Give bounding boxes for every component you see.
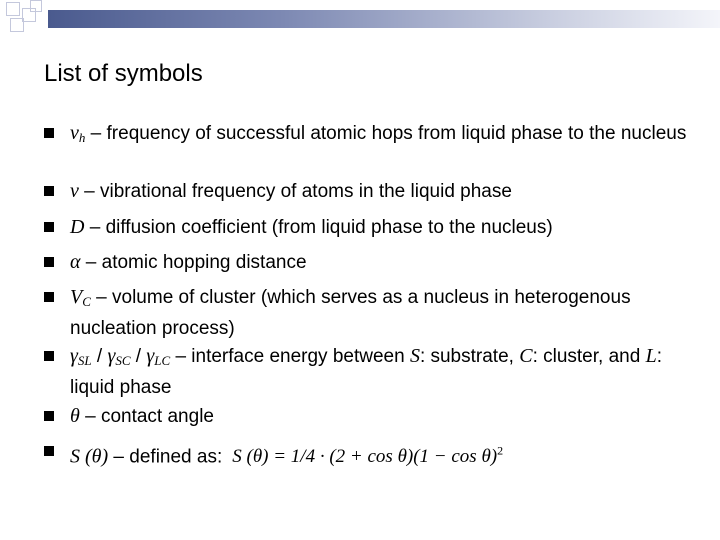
decor-square [6,2,20,16]
symbol-subscript: h [78,130,86,145]
list-item [44,214,694,241]
list-item [44,343,694,401]
formula [232,446,503,467]
decor-square [10,18,24,32]
list-item [44,438,694,470]
square-bullet-icon [44,257,54,267]
list-item [44,120,694,151]
page-title: List of symbols [44,60,203,87]
header-decoration [0,0,720,40]
list-item [44,178,694,205]
item-description: – vibrational frequency of atoms in the liquid phase [78,181,512,202]
item-description: : substrate, [419,346,520,367]
item-description: – interface energy between [170,346,410,367]
square-bullet-icon [44,292,54,302]
symbol-nu: ν [70,180,79,202]
item-description: – atomic hopping distance [80,252,307,273]
list-item [44,284,694,342]
symbol-l: L [645,345,657,367]
item-description: : liquid phase [70,346,662,398]
item-description: – diffusion coefficient (from liquid phase to the nucleus) [84,217,553,238]
square-bullet-icon [44,186,54,196]
item-description: – contact angle [79,406,214,427]
separator: / [91,346,108,367]
symbol-c: C [519,345,533,367]
symbol-s-theta: S (θ) [70,445,109,468]
symbol-gamma: γ [146,345,155,367]
square-bullet-icon [44,446,54,456]
item-description: – frequency of successful atomic hops from liquid phase to the nucleus [85,123,687,144]
formula-expression: S (θ) = 1/4 · (2 + cos θ)(1 − cos θ) [232,446,498,468]
header-gradient-bar [48,10,720,28]
symbol-subscript: C [82,294,91,309]
symbol-s: S [409,345,420,367]
symbol-theta: θ [70,405,80,427]
formula-exponent: 2 [497,444,504,458]
symbol-subscript: SC [115,353,131,368]
symbol-v: V [70,286,83,308]
square-bullet-icon [44,222,54,232]
symbol-gamma: γ [70,345,78,367]
symbol-nu: ν [70,122,79,144]
symbol-subscript: LC [154,353,171,368]
symbol-subscript: SL [77,353,92,368]
item-description: : cluster, and [532,346,646,367]
item-description: – volume of cluster (which serves as a nucleus in heterogenous nucleation process) [70,287,631,339]
square-bullet-icon [44,411,54,421]
symbol-d: D [70,216,85,238]
list-item [44,249,694,276]
square-bullet-icon [44,128,54,138]
item-description: – defined as: [108,446,223,468]
decor-square [30,0,42,12]
square-bullet-icon [44,351,54,361]
separator: / [130,346,147,367]
symbol-alpha: α [70,251,81,273]
list-item [44,403,694,430]
symbol-gamma: γ [107,345,116,367]
